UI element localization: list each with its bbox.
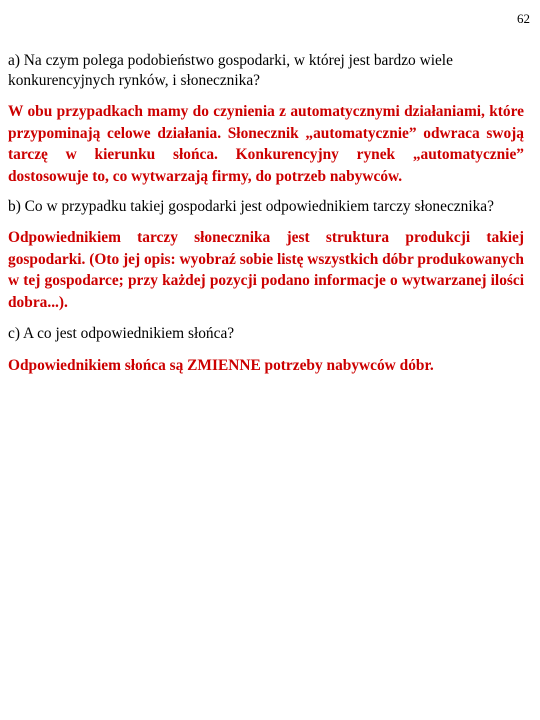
answer-c: Odpowiednikiem słońca są ZMIENNE potrzeby nabywców dóbr. — [8, 357, 434, 374]
page-number: 62 — [517, 11, 530, 26]
answer-b: Odpowiednikiem tarczy słonecznika jest struktura produkcji takiej gospodarki. (Oto jej opis: wyobraź sobie listę wszystkich dóbr produkowanych w tej gospodarce; przy każdej pozycji podano informacje o wytwarzanej ilości dobra...). — [8, 229, 524, 311]
answer-a: W obu przypadkach mamy do czynienia z automatycznymi działaniami, które przypominają celowe działania. Słonecznik „automatycznie” odwraca swoją tarczę w kierunku słońca. Konkurencyjny rynek „automatycznie” dostosowuje to, co wytwarzają firmy, do potrzeb nabywców. — [8, 103, 524, 185]
question-answer-list — [8, 51, 524, 377]
question-c: c) A co jest odpowiednikiem słońca? — [8, 325, 235, 342]
question-b: b) Co w przypadku takiej gospodarki jest odpowiednikiem tarczy słonecznika? — [8, 198, 494, 215]
question-a: a) Na czym polega podobieństwo gospodarki, w której jest bardzo wiele konkurencyjnych rynków, i słonecznika? — [8, 52, 453, 89]
